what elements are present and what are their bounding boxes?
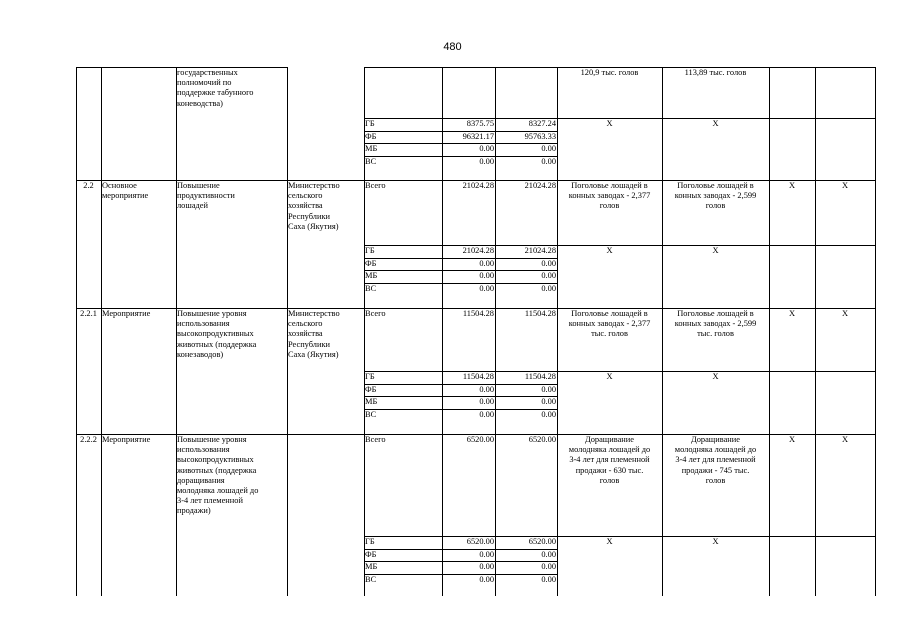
funding-source: ВС: [365, 283, 377, 293]
funding-source: ГБ: [365, 246, 375, 255]
funding-source: ФБ: [365, 131, 377, 141]
funding-source: ФБ: [365, 549, 377, 559]
x-mark: Х: [606, 246, 613, 255]
indicator-2023: Поголовье лошадей в конных заводах - 2,377 тыс. голов: [568, 309, 651, 339]
amount-value: 21024.28: [462, 246, 494, 255]
grid-line: [815, 67, 816, 596]
amount-value: 0.00: [541, 258, 556, 268]
x-mark: Х: [841, 309, 849, 318]
amount-value: 0.00: [541, 409, 556, 419]
amount-value: 0.00: [479, 549, 494, 559]
row-type: Мероприятие: [102, 309, 151, 318]
amount-value: 0.00: [541, 397, 556, 407]
indicator-2023: Поголовье лошадей в конных заводах - 2,377 голов: [568, 181, 651, 211]
indicator-2023: Доращивание молодняка лошадей до 3-4 лет для племенной продажи - 630 тыс. голов: [568, 435, 651, 485]
amount-value: 0.00: [479, 562, 494, 572]
total-value: 11504.28: [524, 309, 556, 318]
amount-value: 0.00: [479, 156, 494, 166]
amount-value: 0.00: [479, 384, 494, 394]
row-type: Основное мероприятие: [102, 181, 149, 201]
grid-line: [769, 67, 770, 596]
x-mark: Х: [606, 119, 613, 128]
x-mark: Х: [712, 119, 719, 128]
total-label: Всего: [365, 181, 386, 190]
funding-source: ГБ: [365, 537, 375, 546]
amount-value: 0.00: [541, 384, 556, 394]
amount-value: 0.00: [541, 549, 556, 559]
amount-value: 0.00: [541, 156, 556, 166]
funding-source: ФБ: [365, 384, 377, 394]
amount-value: 8327.24: [528, 119, 556, 128]
indicator-2023: 120,9 тыс. голов: [580, 68, 639, 77]
grid-line: [101, 67, 102, 596]
x-mark: Х: [606, 372, 613, 381]
total-value: 21024.28: [524, 181, 556, 190]
amount-value: 0.00: [479, 574, 494, 584]
row-number: 2.2.2: [80, 435, 97, 444]
row-description: Повышение продуктивности лошадей: [177, 181, 235, 211]
funding-source: МБ: [365, 562, 378, 572]
amount-value: 0.00: [479, 283, 494, 293]
amount-value: 0.00: [541, 271, 556, 281]
total-value: 21024.28: [462, 181, 494, 190]
funding-source: МБ: [365, 144, 378, 154]
x-mark: Х: [788, 309, 796, 318]
funding-source: МБ: [365, 397, 378, 407]
funding-source: ФБ: [365, 258, 377, 268]
funding-source: МБ: [365, 271, 378, 281]
amount-value: 21024.28: [524, 246, 556, 255]
funding-source: ВС: [365, 574, 377, 584]
amount-value: 8375.75: [466, 119, 494, 128]
x-mark: Х: [788, 181, 796, 190]
funding-source: ГБ: [365, 119, 375, 128]
amount-value: 11504.28: [462, 372, 494, 381]
grid-line: [875, 67, 876, 596]
row-description: Повышение уровня использования высокопродуктивных животных (поддержка конезаводов): [177, 309, 257, 359]
amount-value: 6520.00: [528, 537, 556, 546]
row-executor: Министерство сельского хозяйства Республики Саха (Якутия): [288, 181, 340, 231]
x-mark: Х: [841, 181, 849, 190]
grid-line: [76, 67, 77, 596]
amount-value: 0.00: [479, 409, 494, 419]
indicator-2024: Поголовье лошадей в конных заводах - 2,599 голов: [674, 181, 757, 211]
total-label: Всего: [365, 309, 386, 318]
row-number: 2.2.1: [80, 309, 97, 318]
page-number: 480: [443, 41, 462, 53]
row-type: Мероприятие: [102, 435, 151, 444]
continued-description: государственных полномочий по поддержке табунного коневодства): [177, 68, 254, 108]
row-description: Повышение уровня использования высокопродуктивных животных (поддержка доращивания молодняка лошадей до 3-4 лет племенной продажи): [177, 435, 259, 516]
x-mark: Х: [712, 537, 719, 546]
funding-source: ВС: [365, 409, 377, 419]
x-mark: Х: [712, 246, 719, 255]
amount-value: 0.00: [541, 144, 556, 154]
x-mark: Х: [712, 372, 719, 381]
amount-value: 0.00: [541, 283, 556, 293]
total-value: 6520.00: [528, 435, 556, 444]
total-label: Всего: [365, 435, 386, 444]
amount-value: 6520.00: [466, 537, 494, 546]
amount-value: 0.00: [479, 271, 494, 281]
amount-value: 11504.28: [524, 372, 556, 381]
total-value: 6520.00: [466, 435, 494, 444]
x-mark: Х: [788, 435, 796, 444]
funding-source: ВС: [365, 156, 377, 166]
amount-value: 0.00: [479, 144, 494, 154]
row-number: 2.2: [83, 181, 94, 190]
indicator-2024: Доращивание молодняка лошадей до 3-4 лет для племенной продажи - 745 тыс. голов: [674, 435, 757, 485]
indicator-2024: Поголовье лошадей в конных заводах - 2,599 тыс. голов: [674, 309, 757, 339]
indicator-2024: 113,89 тыс. голов: [684, 68, 747, 77]
x-mark: Х: [841, 435, 849, 444]
funding-source: ГБ: [365, 372, 375, 381]
row-executor: Министерство сельского хозяйства Республики Саха (Якутия): [288, 309, 340, 359]
amount-value: 0.00: [479, 258, 494, 268]
amount-value: 0.00: [541, 574, 556, 584]
amount-value: 0.00: [479, 397, 494, 407]
x-mark: Х: [606, 537, 613, 546]
amount-value: 96321.17: [462, 131, 494, 141]
total-value: 11504.28: [462, 309, 494, 318]
amount-value: 0.00: [541, 562, 556, 572]
amount-value: 95763.33: [524, 131, 556, 141]
